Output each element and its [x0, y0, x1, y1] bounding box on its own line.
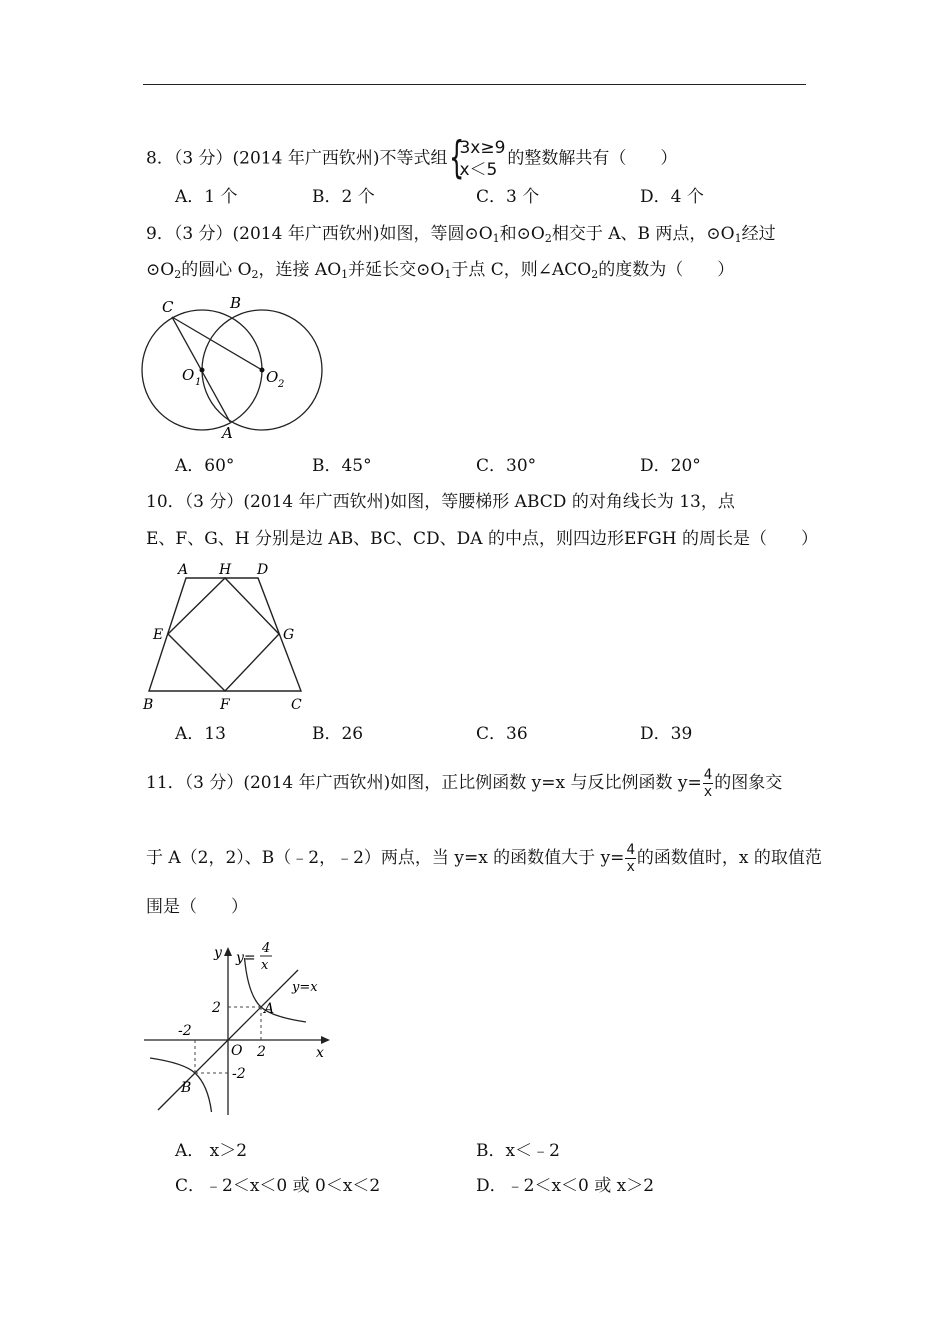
q9-option-d: D．20° [640, 456, 701, 476]
q9-option-c: C．30° [476, 456, 537, 476]
question-11-line-1: 11．（3 分）(2014 年广西钦州)如图，正比例函数 y=x 与反比例函数 y= $\frac{4}{x}$ 的图象交 [146, 767, 783, 800]
q11-option-d: D．﹣2＜x＜0 或 x＞2 [476, 1176, 655, 1196]
q8-prefix: 8．（3 分）(2014 年广西钦州)不等式组 [146, 148, 448, 169]
label-h: H [219, 562, 232, 578]
label-g: G [283, 627, 295, 643]
question-11-line-2: 于 A（2，2）、B（﹣2，﹣2）两点，当 y=x 的函数值大于 y= $\frac{4}{x}$ 的函数值时，x 的取值范 [146, 842, 822, 875]
fraction-4-over-x: $\frac{4}{x}$ [703, 767, 713, 800]
q9-circles-figure [140, 292, 330, 444]
label-curve-prefix: y= [236, 950, 256, 966]
label-point-b: B [181, 1080, 192, 1096]
label-curve-den: x [261, 958, 269, 973]
label-line: y=x [292, 980, 318, 995]
question-9-line-2: $⊙O_2$的圆心 $O_2$，连接 $AO_1$并延长交$⊙O_1$于点 C，则$\angle ACO_2$的度数为（ ） [146, 260, 735, 281]
point-o2 [260, 368, 265, 373]
label-e: E [153, 627, 164, 643]
label-origin: O [231, 1043, 243, 1059]
x-axis-arrow [321, 1036, 330, 1044]
label-c: C [291, 697, 302, 713]
q8-option-a: A．1 个 [175, 187, 238, 207]
segment-co2 [172, 317, 262, 370]
q10-option-b: B．26 [312, 724, 364, 744]
label-curve-num: 4 [262, 941, 271, 956]
q10-option-c: C．36 [476, 724, 528, 744]
label-x-axis: x [316, 1045, 324, 1061]
inequality-2: x＜5 [459, 160, 498, 180]
label-tick-x-2: 2 [257, 1044, 266, 1060]
question-11-line-3: 围是（ ） [146, 897, 248, 917]
fraction-4-over-x: $\frac{4}{x}$ [626, 842, 635, 875]
q8-option-b: B．2 个 [312, 187, 375, 207]
q10-option-d: D．39 [640, 724, 693, 744]
label-o2: O [266, 368, 279, 386]
q9-option-a: A．60° [175, 456, 235, 476]
inequality-1: 3x≥9 [459, 138, 506, 158]
label-a: A [178, 562, 189, 578]
label-o1: O [182, 366, 195, 384]
y-axis-arrow [224, 947, 232, 956]
label-o2-sub: 2 [278, 379, 285, 390]
label-c: C [162, 298, 174, 316]
label-o1-sub: 1 [195, 377, 202, 388]
question-10-line-1: 10．（3 分）(2014 年广西钦州)如图，等腰梯形 ABCD 的对角线长为 13，点 [146, 492, 735, 512]
label-a: A [222, 424, 233, 442]
q8-option-d: D．4 个 [640, 187, 704, 207]
label-b: B [143, 697, 154, 713]
question-10-line-2: E、F、G、H 分别是边 AB、BC、CD、DA 的中点，则四边形EFGH 的周长是（ ） [146, 529, 818, 549]
point-o1 [200, 368, 205, 373]
question-9-line-1: 9．（3 分）(2014 年广西钦州)如图，等圆$⊙O_1$和$⊙O_2$相交于 A、B 两点，$⊙O_1$经过 [146, 224, 776, 245]
label-b: B [230, 294, 242, 312]
q11-option-c: C．﹣2＜x＜0 或 0＜x＜2 [175, 1176, 381, 1196]
header-rule [143, 84, 806, 85]
q11-function-graph [140, 935, 340, 1120]
label-tick-y-2: 2 [212, 1000, 221, 1016]
inequality-system: { 3x≥9 x＜5 [449, 132, 506, 183]
label-tick-x-neg2: -2 [178, 1023, 192, 1039]
label-y-axis: y [214, 945, 222, 961]
q10-trapezoid-figure [140, 558, 315, 714]
q10-option-a: A．13 [175, 724, 226, 744]
label-point-a: A [264, 1001, 275, 1017]
q11-option-b: B．x＜﹣2 [476, 1141, 560, 1161]
question-8 [146, 132, 678, 183]
q9-option-b: B．45° [312, 456, 372, 476]
q8-suffix: 的整数解共有（ ） [507, 148, 678, 169]
q8-option-c: C．3 个 [476, 187, 540, 207]
label-d: D [257, 562, 269, 578]
label-tick-y-neg2: -2 [232, 1066, 246, 1082]
quadrilateral-efgh [168, 578, 279, 691]
label-f: F [220, 697, 230, 713]
q11-option-a: A． x＞2 [175, 1141, 248, 1161]
